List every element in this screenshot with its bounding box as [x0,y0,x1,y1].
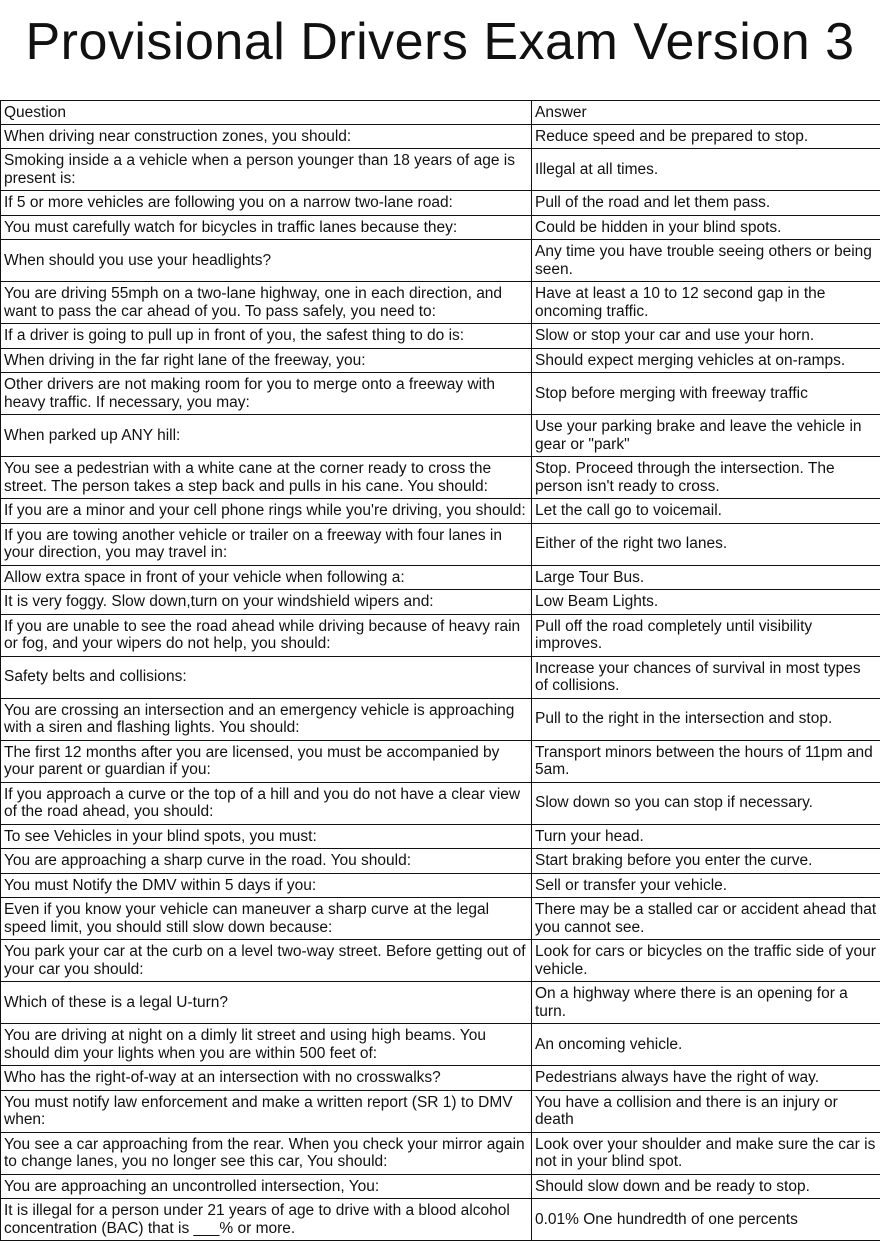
answer-cell: 0.01% One hundredth of one percents [532,1199,880,1241]
table-row [1,1199,880,1241]
table-row [1,523,880,565]
answer-cell: Transport minors between the hours of 11pm and 5am. [532,740,880,782]
table-row [1,348,880,373]
answer-cell: Pull to the right in the intersection and stop. [532,698,880,740]
question-cell: You must carefully watch for bicycles in traffic lanes because they: [1,215,532,240]
table-row [1,1024,880,1066]
question-cell: You park your car at the curb on a level two-way street. Before getting out of your car you should: [1,940,532,982]
answer-cell: You have a collision and there is an injury or death [532,1090,880,1132]
table-row [1,124,880,149]
table-header-row [1,101,880,125]
answer-cell: On a highway where there is an opening for a turn. [532,982,880,1024]
answer-cell: Look over your shoulder and make sure the car is not in your blind spot. [532,1132,880,1174]
answer-cell: Illegal at all times. [532,149,880,191]
header-answer: Answer [532,101,880,125]
table-row [1,282,880,324]
answer-cell: Stop. Proceed through the intersection. The person isn't ready to cross. [532,457,880,499]
question-cell: You are crossing an intersection and an emergency vehicle is approaching with a siren and flashing lights. You should: [1,698,532,740]
question-cell: It is very foggy. Slow down,turn on your windshield wipers and: [1,590,532,615]
question-cell: It is illegal for a person under 21 years of age to drive with a blood alcohol concentration (BAC) that is ___% or more. [1,1199,532,1241]
table-row [1,849,880,874]
question-cell: If you approach a curve or the top of a hill and you do not have a clear view of the road ahead, you should: [1,782,532,824]
page-title: Provisional Drivers Exam Version 3 [25,13,855,71]
table-row [1,191,880,216]
table-row [1,940,880,982]
table-row [1,149,880,191]
table-row [1,740,880,782]
question-cell: When should you use your headlights? [1,240,532,282]
answer-cell: Large Tour Bus. [532,565,880,590]
table-row [1,373,880,415]
answer-cell: Increase your chances of survival in most types of collisions. [532,656,880,698]
question-cell: Who has the right-of-way at an intersection with no crosswalks? [1,1066,532,1091]
answer-cell: Slow or stop your car and use your horn. [532,324,880,349]
question-cell: When driving near construction zones, you should: [1,124,532,149]
answer-cell: Either of the right two lanes. [532,523,880,565]
table-row [1,415,880,457]
question-cell: You must notify law enforcement and make a written report (SR 1) to DMV when: [1,1090,532,1132]
answer-cell: Reduce speed and be prepared to stop. [532,124,880,149]
answer-cell: Pedestrians always have the right of way. [532,1066,880,1091]
answer-cell: There may be a stalled car or accident ahead that you cannot see. [532,898,880,940]
answer-cell: Stop before merging with freeway traffic [532,373,880,415]
question-cell: Safety belts and collisions: [1,656,532,698]
question-cell: Other drivers are not making room for you to merge onto a freeway with heavy traffic. If necessary, you may: [1,373,532,415]
table-row [1,782,880,824]
table-row [1,1174,880,1199]
answer-cell: Sell or transfer your vehicle. [532,873,880,898]
question-cell: If you are a minor and your cell phone rings while you're driving, you should: [1,499,532,524]
question-cell: You are driving at night on a dimly lit street and using high beams. You should dim your lights when you are within 500 feet of: [1,1024,532,1066]
answer-cell: Could be hidden in your blind spots. [532,215,880,240]
table-row [1,982,880,1024]
question-cell: You must Notify the DMV within 5 days if you: [1,873,532,898]
table-row [1,698,880,740]
answer-cell: Use your parking brake and leave the vehicle in gear or "park" [532,415,880,457]
answer-cell: Turn your head. [532,824,880,849]
question-cell: You are approaching an uncontrolled intersection, You: [1,1174,532,1199]
table-row [1,457,880,499]
question-cell: Allow extra space in front of your vehicle when following a: [1,565,532,590]
question-cell: If a driver is going to pull up in front of you, the safest thing to do is: [1,324,532,349]
question-cell: The first 12 months after you are licensed, you must be accompanied by your parent or guardian if you: [1,740,532,782]
table-row [1,215,880,240]
question-cell: You are approaching a sharp curve in the road. You should: [1,849,532,874]
answer-cell: Let the call go to voicemail. [532,499,880,524]
table-row [1,499,880,524]
question-cell: You see a car approaching from the rear. When you check your mirror again to change lanes, you no longer see this car, You should: [1,1132,532,1174]
table-row [1,240,880,282]
table-row [1,1066,880,1091]
answer-cell: Have at least a 10 to 12 second gap in the oncoming traffic. [532,282,880,324]
exam-table [0,100,880,1241]
answer-cell: Should slow down and be ready to stop. [532,1174,880,1199]
table-row [1,656,880,698]
question-cell: When driving in the far right lane of the freeway, you: [1,348,532,373]
table-row [1,324,880,349]
question-cell: Smoking inside a a vehicle when a person younger than 18 years of age is present is: [1,149,532,191]
question-cell: If 5 or more vehicles are following you on a narrow two-lane road: [1,191,532,216]
answer-cell: Low Beam Lights. [532,590,880,615]
question-cell: To see Vehicles in your blind spots, you must: [1,824,532,849]
question-cell: You see a pedestrian with a white cane at the corner ready to cross the street. The person takes a step back and pulls in his cane. You should: [1,457,532,499]
answer-cell: Should expect merging vehicles at on-ramps. [532,348,880,373]
answer-cell: Slow down so you can stop if necessary. [532,782,880,824]
question-cell: If you are unable to see the road ahead while driving because of heavy rain or fog, and your wipers do not help, you should: [1,614,532,656]
header-question: Question [1,101,532,125]
question-cell: If you are towing another vehicle or trailer on a freeway with four lanes in your direction, you may travel in: [1,523,532,565]
question-cell: Even if you know your vehicle can maneuver a sharp curve at the legal speed limit, you should still slow down because: [1,898,532,940]
table-row [1,565,880,590]
answer-cell: Pull of the road and let them pass. [532,191,880,216]
answer-cell: An oncoming vehicle. [532,1024,880,1066]
table-row [1,590,880,615]
question-cell: When parked up ANY hill: [1,415,532,457]
table-row [1,1090,880,1132]
answer-cell: Look for cars or bicycles on the traffic side of your vehicle. [532,940,880,982]
table-row [1,1132,880,1174]
table-row [1,898,880,940]
question-cell: Which of these is a legal U-turn? [1,982,532,1024]
question-cell: You are driving 55mph on a two-lane highway, one in each direction, and want to pass the car ahead of you. To pass safely, you need to: [1,282,532,324]
table-row [1,873,880,898]
table-row [1,614,880,656]
answer-cell: Pull off the road completely until visibility improves. [532,614,880,656]
answer-cell: Start braking before you enter the curve. [532,849,880,874]
table-row [1,824,880,849]
answer-cell: Any time you have trouble seeing others or being seen. [532,240,880,282]
